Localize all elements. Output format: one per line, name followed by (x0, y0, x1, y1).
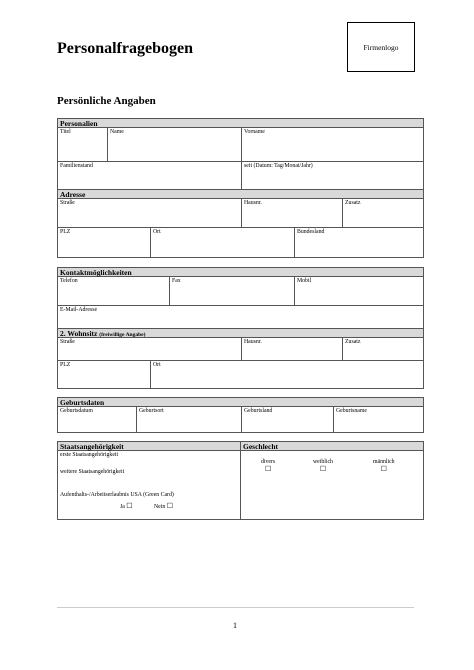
adresse-header: Adresse (58, 190, 423, 199)
telefon-field[interactable] (58, 277, 169, 305)
maennlich-checkbox[interactable]: ☐ (380, 465, 387, 473)
weitere-staat-label: weitere Staatsangehörigkeit (60, 469, 125, 475)
company-logo-placeholder: Firmenlogo (347, 22, 415, 72)
title-label: Titel (60, 129, 71, 135)
wohnsitz-zusatz-field[interactable] (342, 338, 423, 360)
geschlecht-block (240, 442, 423, 519)
wohnsitz-title: 2. Wohnsitz (60, 329, 98, 338)
geburtsdaten-section (57, 397, 424, 433)
page-title: Personalfragebogen (57, 40, 193, 57)
personalien-adresse-section (57, 118, 424, 258)
seit-field[interactable] (241, 162, 423, 189)
name-row (58, 128, 423, 162)
email-label: E-Mail-Adresse (60, 307, 98, 313)
geburtsland-field[interactable] (241, 407, 333, 432)
familienstand-label: Familienstand (60, 163, 93, 169)
wohnsitz-strasse-row (58, 338, 423, 361)
page-number: 1 (233, 621, 237, 630)
wohnsitz-plz-field[interactable] (58, 361, 150, 388)
wohnsitz-zusatz-label: Zusatz (345, 339, 361, 345)
strasse-field[interactable] (58, 199, 241, 227)
geburtsdaten-header: Geburtsdaten (58, 398, 423, 407)
ja-label: Ja (120, 504, 125, 510)
seit-label: seit (Datum: Tag/Monat/Jahr) (244, 163, 313, 169)
nein-checkbox[interactable]: ☐ (166, 502, 174, 510)
geburtsname-field[interactable] (333, 407, 423, 432)
wohnsitz-hausnr-label: Hausnr. (244, 339, 262, 345)
wohnsitz-strasse-label: Straße (60, 339, 75, 345)
wohnsitz-strasse-field[interactable] (58, 338, 241, 360)
geburtsort-label: Geburtsort (139, 408, 164, 414)
divers-option[interactable] (261, 459, 275, 473)
ort-field[interactable] (150, 228, 294, 257)
name-label: Name (110, 129, 124, 135)
geburtsland-label: Geburtsland (244, 408, 273, 414)
title-field[interactable] (58, 128, 107, 161)
hausnr-field[interactable] (241, 199, 342, 227)
strasse-row (58, 199, 423, 228)
vorname-label: Vorname (244, 129, 265, 135)
plz-row (58, 228, 423, 257)
personalien-header: Personalien (58, 119, 423, 128)
erste-staat-label: erste Staatsangehörigkeit (60, 452, 119, 458)
ort-label: Ort (153, 229, 161, 235)
divers-checkbox[interactable]: ☐ (264, 465, 272, 473)
wohnsitz-plz-row (58, 361, 423, 388)
kontakt-wohnsitz-section (57, 267, 424, 389)
wohnsitz-plz-label: PLZ (60, 362, 71, 368)
bundesland-label: Bundesland (297, 229, 325, 235)
hausnr-label: Hausnr. (244, 200, 262, 206)
strasse-label: Straße (60, 200, 75, 206)
greencard-ja-option[interactable] (120, 502, 133, 510)
geburtsdatum-label: Geburtsdatum (60, 408, 93, 414)
weiblich-option[interactable] (313, 459, 333, 473)
telefon-label: Telefon (60, 278, 78, 284)
greencard-label: Aufenthalts-/Arbeitserlaubnis USA (Green Card) (60, 492, 174, 498)
staat-header: Staatsangehörigkeit (58, 442, 241, 451)
greencard-nein-option[interactable] (154, 502, 173, 510)
staatsangehoerigkeit-block (58, 442, 241, 519)
nein-label: Nein (154, 504, 166, 510)
fax-label: Fax (172, 278, 181, 284)
wohnsitz-hausnr-field[interactable] (241, 338, 342, 360)
weiblich-checkbox[interactable]: ☐ (319, 465, 327, 473)
geburtsdatum-field[interactable] (58, 407, 136, 432)
mobil-label: Mobil (297, 278, 312, 284)
staat-geschlecht-section (57, 441, 424, 520)
geburt-row (58, 407, 423, 432)
email-field[interactable] (58, 306, 423, 328)
telefon-row (58, 277, 423, 306)
plz-field[interactable] (58, 228, 150, 257)
wohnsitz-header (58, 329, 423, 338)
geburtsort-field[interactable] (136, 407, 241, 432)
fax-field[interactable] (169, 277, 294, 305)
ja-checkbox[interactable]: ☐ (126, 502, 133, 510)
maennlich-option[interactable] (373, 459, 395, 473)
email-row (58, 306, 423, 329)
geburtsname-label: Geburtsname (336, 408, 367, 414)
weiblich-label: weiblich (313, 459, 333, 465)
footer-divider (57, 607, 414, 608)
vorname-field[interactable] (241, 128, 423, 161)
zusatz-field[interactable] (342, 199, 423, 227)
geschlecht-header: Geschlecht (241, 442, 423, 451)
wohnsitz-ort-label: Ort (153, 362, 161, 368)
bundesland-field[interactable] (294, 228, 423, 257)
zusatz-label: Zusatz (345, 200, 361, 206)
divers-label: divers (261, 459, 276, 465)
section-title: Persönliche Angaben (57, 95, 156, 107)
wohnsitz-note: (freiwillige Angabe) (99, 332, 146, 338)
familienstand-row (58, 162, 423, 190)
maennlich-label: männlich (373, 459, 395, 465)
name-field[interactable] (107, 128, 241, 161)
familienstand-field[interactable] (58, 162, 241, 189)
kontakt-header: Kontaktmöglichkeiten (58, 268, 423, 277)
wohnsitz-ort-field[interactable] (150, 361, 423, 388)
mobil-field[interactable] (294, 277, 423, 305)
plz-label: PLZ (60, 229, 71, 235)
